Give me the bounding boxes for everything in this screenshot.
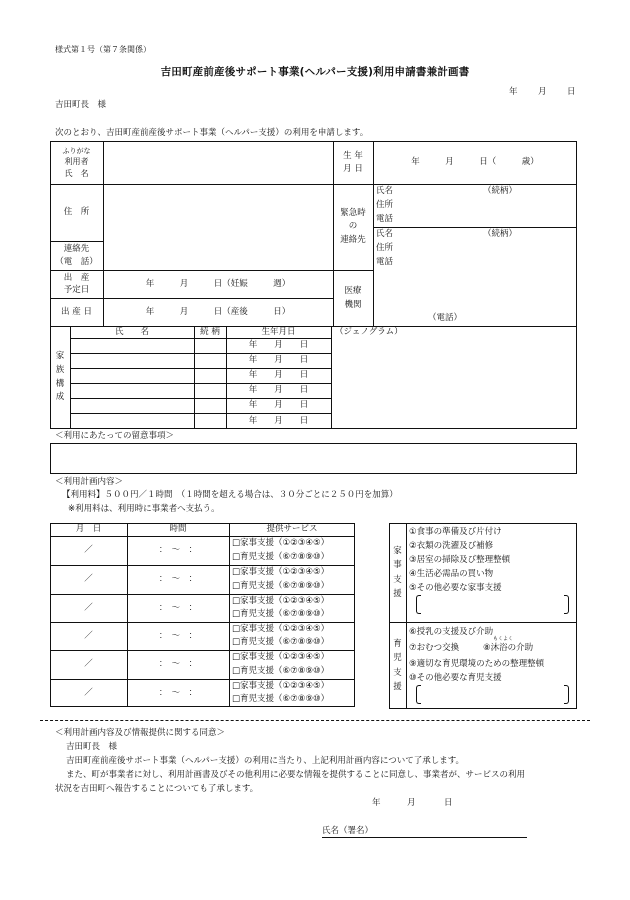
birth-label-2: 月 日 (343, 163, 363, 174)
housework-other-input[interactable] (422, 596, 562, 613)
birthdate-field[interactable]: 年 月 日（ 歳） (411, 157, 539, 168)
emergency-2-address-label: 住所 (376, 243, 394, 253)
date-year-label: 年 (509, 87, 518, 97)
notes-box[interactable] (50, 443, 577, 474)
birth-date-label: 出 産 日 (61, 307, 92, 318)
emergency-label-3: 連絡先 (340, 234, 366, 245)
schedule-row-3-time[interactable]: ： ～ ： (158, 602, 198, 613)
medical-phone-label: （電話） (428, 313, 463, 323)
family-side-label: 家 族 構 成 (55, 351, 65, 403)
fee-note: ※利用料は、利用時に事業者へ支払う。 (68, 504, 220, 514)
name-label: 氏 名 (64, 168, 89, 178)
schedule-row-1-housework-checkbox[interactable]: □家事支援（①②③④⑤） (232, 538, 330, 548)
childcare-item-7: ⑦おむつ交換 (409, 643, 460, 653)
schedule-row-2-time[interactable]: ： ～ ： (158, 574, 198, 585)
schedule-row-4-date[interactable]: ／ (84, 630, 93, 641)
family-header-relation: 続 柄 (200, 326, 220, 337)
intro-text: 次のとおり、吉田町産前産後サポート事業（ヘルパー支援）の利用を申請します。 (55, 128, 369, 138)
address-input-area[interactable] (104, 185, 332, 240)
schedule-header-service: 提供サービス (266, 524, 318, 535)
childcare-other-bracket-right (564, 685, 569, 704)
family-header-genogram: （ジェノグラム） (335, 327, 403, 337)
fee-text: ５００円／１時間 （１時間を超える場合は、３０分ごとに２５０円を加算） (104, 490, 398, 500)
housework-other-bracket-left (416, 595, 421, 614)
schedule-row-6-date[interactable]: ／ (84, 687, 93, 698)
emergency-1-relation-label: （続柄） (483, 186, 518, 196)
schedule-row-2-housework-checkbox[interactable]: □家事支援（①②③④⑤） (232, 567, 330, 577)
emergency-2-name-label: 氏名 (376, 229, 394, 239)
schedule-row-2-childcare-checkbox[interactable]: □育児支援（⑥⑦⑧⑨⑩） (232, 581, 330, 591)
family-row-4-birth[interactable]: 年 月 日 (248, 385, 309, 396)
schedule-row-5-housework-checkbox[interactable]: □家事支援（①②③④⑤） (232, 652, 330, 662)
childcare-side-label: 育 児 支 援 (393, 638, 402, 692)
family-row-2-birth[interactable]: 年 月 日 (248, 355, 309, 366)
housework-item-3: ③居室の掃除及び整理整頓 (409, 555, 511, 565)
childcare-item-6: ⑥授乳の支援及び介助 (409, 627, 494, 637)
signature-line[interactable] (322, 837, 527, 838)
date-day-label: 日 (567, 87, 576, 97)
consent-text-1: 吉田町産前産後サポート事業（ヘルパー支援）の利用に当たり、上記利用計画内容について了承します。 (66, 756, 465, 766)
emergency-label-cell (333, 184, 373, 270)
childcare-item-8: ⑧沐浴の介助 (483, 643, 534, 653)
schedule-row-6-housework-checkbox[interactable]: □家事支援（①②③④⑤） (232, 681, 330, 691)
due-date-label-cell (50, 270, 103, 298)
housework-other-bracket-right (564, 595, 569, 614)
emergency-1-phone-label: 電話 (376, 214, 394, 224)
mokuyoku-ruby: もくよく (493, 636, 514, 642)
consent-section-label: ＜利用計画内容及び情報提供に関する同意＞ (55, 728, 226, 738)
childcare-other-bracket-left (416, 685, 421, 704)
schedule-row-2-date[interactable]: ／ (84, 574, 93, 585)
notes-label: ＜利用にあたっての留意事項＞ (55, 431, 175, 441)
signature-label: 氏名（署名） (322, 826, 374, 836)
schedule-row-5-time[interactable]: ： ～ ： (158, 659, 198, 670)
family-header-name: 氏 名 (114, 326, 149, 337)
name-input-area[interactable] (104, 142, 332, 183)
consent-date-month: 月 (407, 798, 416, 808)
emergency-1-name-label: 氏名 (376, 186, 394, 196)
due-label-2: 予定日 (63, 285, 90, 295)
family-row-5-birth[interactable]: 年 月 日 (248, 400, 309, 411)
form-title: 吉田町産前産後サポート事業(ヘルパー支援)利用申請書兼計画書 (160, 66, 470, 78)
birth-date-field[interactable]: 年 月 日（産後 日） (145, 307, 291, 318)
housework-item-2: ②衣類の洗濯及び補修 (409, 541, 494, 551)
childcare-item-9: ⑨適切な育児環境のための整理整頓 (409, 659, 545, 669)
schedule-header-time: 時間 (169, 524, 187, 535)
childcare-item-10: ⑩その他必要な育児支援 (409, 673, 502, 683)
due-label-1: 出 産 (63, 272, 90, 283)
housework-item-5: ⑤その他必要な家事支援 (409, 583, 502, 593)
plan-section-label: ＜利用計画内容＞ (55, 477, 124, 487)
schedule-row-3-housework-checkbox[interactable]: □家事支援（①②③④⑤） (232, 596, 330, 606)
emergency-2-relation-label: （続柄） (483, 229, 518, 239)
schedule-row-6-childcare-checkbox[interactable]: □育児支援（⑥⑦⑧⑨⑩） (232, 694, 330, 704)
dashed-divider (40, 720, 590, 721)
family-header-birth: 生年月日 (261, 326, 296, 337)
schedule-row-3-date[interactable]: ／ (84, 602, 93, 613)
schedule-row-1-childcare-checkbox[interactable]: □育児支援（⑥⑦⑧⑨⑩） (232, 552, 330, 562)
name-label-cell (50, 141, 103, 184)
medical-label-2: 機関 (344, 299, 362, 310)
schedule-row-6-time[interactable]: ： ～ ： (158, 687, 198, 698)
schedule-row-5-date[interactable]: ／ (84, 659, 93, 670)
schedule-row-3-childcare-checkbox[interactable]: □育児支援（⑥⑦⑧⑨⑩） (232, 609, 330, 619)
contact-label-cell (50, 241, 103, 270)
consent-date-year: 年 (372, 798, 381, 808)
medical-input-area[interactable] (374, 271, 576, 326)
due-date-field[interactable]: 年 月 日（妊娠 週） (145, 278, 291, 289)
form-number: 様式第１号（第７条関係） (55, 45, 151, 54)
emergency-1-address-label: 住所 (376, 200, 394, 210)
housework-item-4: ④生活必需品の買い物 (409, 569, 494, 579)
fee-label: 【利用料】 (62, 490, 105, 500)
user-label: 利用者 (64, 156, 89, 166)
schedule-row-1-time[interactable]: ： ～ ： (158, 545, 198, 556)
housework-side-label: 家 事 支 援 (393, 545, 402, 599)
addressee: 吉田町長 様 (55, 100, 107, 110)
birthdate-label-cell (333, 141, 373, 184)
family-row-3-birth[interactable]: 年 月 日 (248, 370, 309, 381)
date-month-label: 月 (538, 87, 547, 97)
emergency-label-2: の (348, 221, 358, 232)
schedule-header-date: 月 日 (75, 524, 102, 535)
emergency-label-1: 緊急時 (340, 207, 366, 218)
birth-label-1: 生 年 (343, 150, 363, 161)
medical-label-cell (333, 270, 373, 327)
emergency-2-phone-label: 電話 (376, 257, 394, 267)
medical-label-1: 医療 (344, 285, 362, 296)
consent-addressee: 吉田町長 様 (66, 742, 118, 752)
childcare-other-input[interactable] (422, 686, 562, 703)
consent-date-day: 日 (444, 798, 453, 808)
contact-input-area[interactable] (104, 242, 332, 269)
family-row-6-birth[interactable]: 年 月 日 (248, 415, 309, 426)
contact-label-1: 連絡先 (63, 243, 90, 254)
fee-line (62, 490, 398, 501)
schedule-row-4-time[interactable]: ： ～ ： (158, 630, 198, 641)
schedule-row-4-childcare-checkbox[interactable]: □育児支援（⑥⑦⑧⑨⑩） (232, 637, 330, 647)
family-row-1-birth[interactable]: 年 月 日 (248, 340, 309, 351)
furigana-label: ふりがな (62, 146, 91, 155)
schedule-row-4-housework-checkbox[interactable]: □家事支援（①②③④⑤） (232, 624, 330, 634)
consent-text-2b: 状況を吉田町へ報告することについても了承します。 (55, 784, 259, 794)
housework-item-1: ①食事の準備及び片付け (409, 527, 502, 537)
schedule-row-5-childcare-checkbox[interactable]: □育児支援（⑥⑦⑧⑨⑩） (232, 666, 330, 676)
schedule-row-1-date[interactable]: ／ (84, 545, 93, 556)
address-label: 住 所 (63, 207, 90, 218)
consent-text-2a: また、町が事業者に対し、利用計画書及びその他利用に必要な情報を提供することに同意し、事業者が、サービスの利用 (66, 770, 526, 780)
contact-label-2: （電 話） (55, 256, 98, 267)
